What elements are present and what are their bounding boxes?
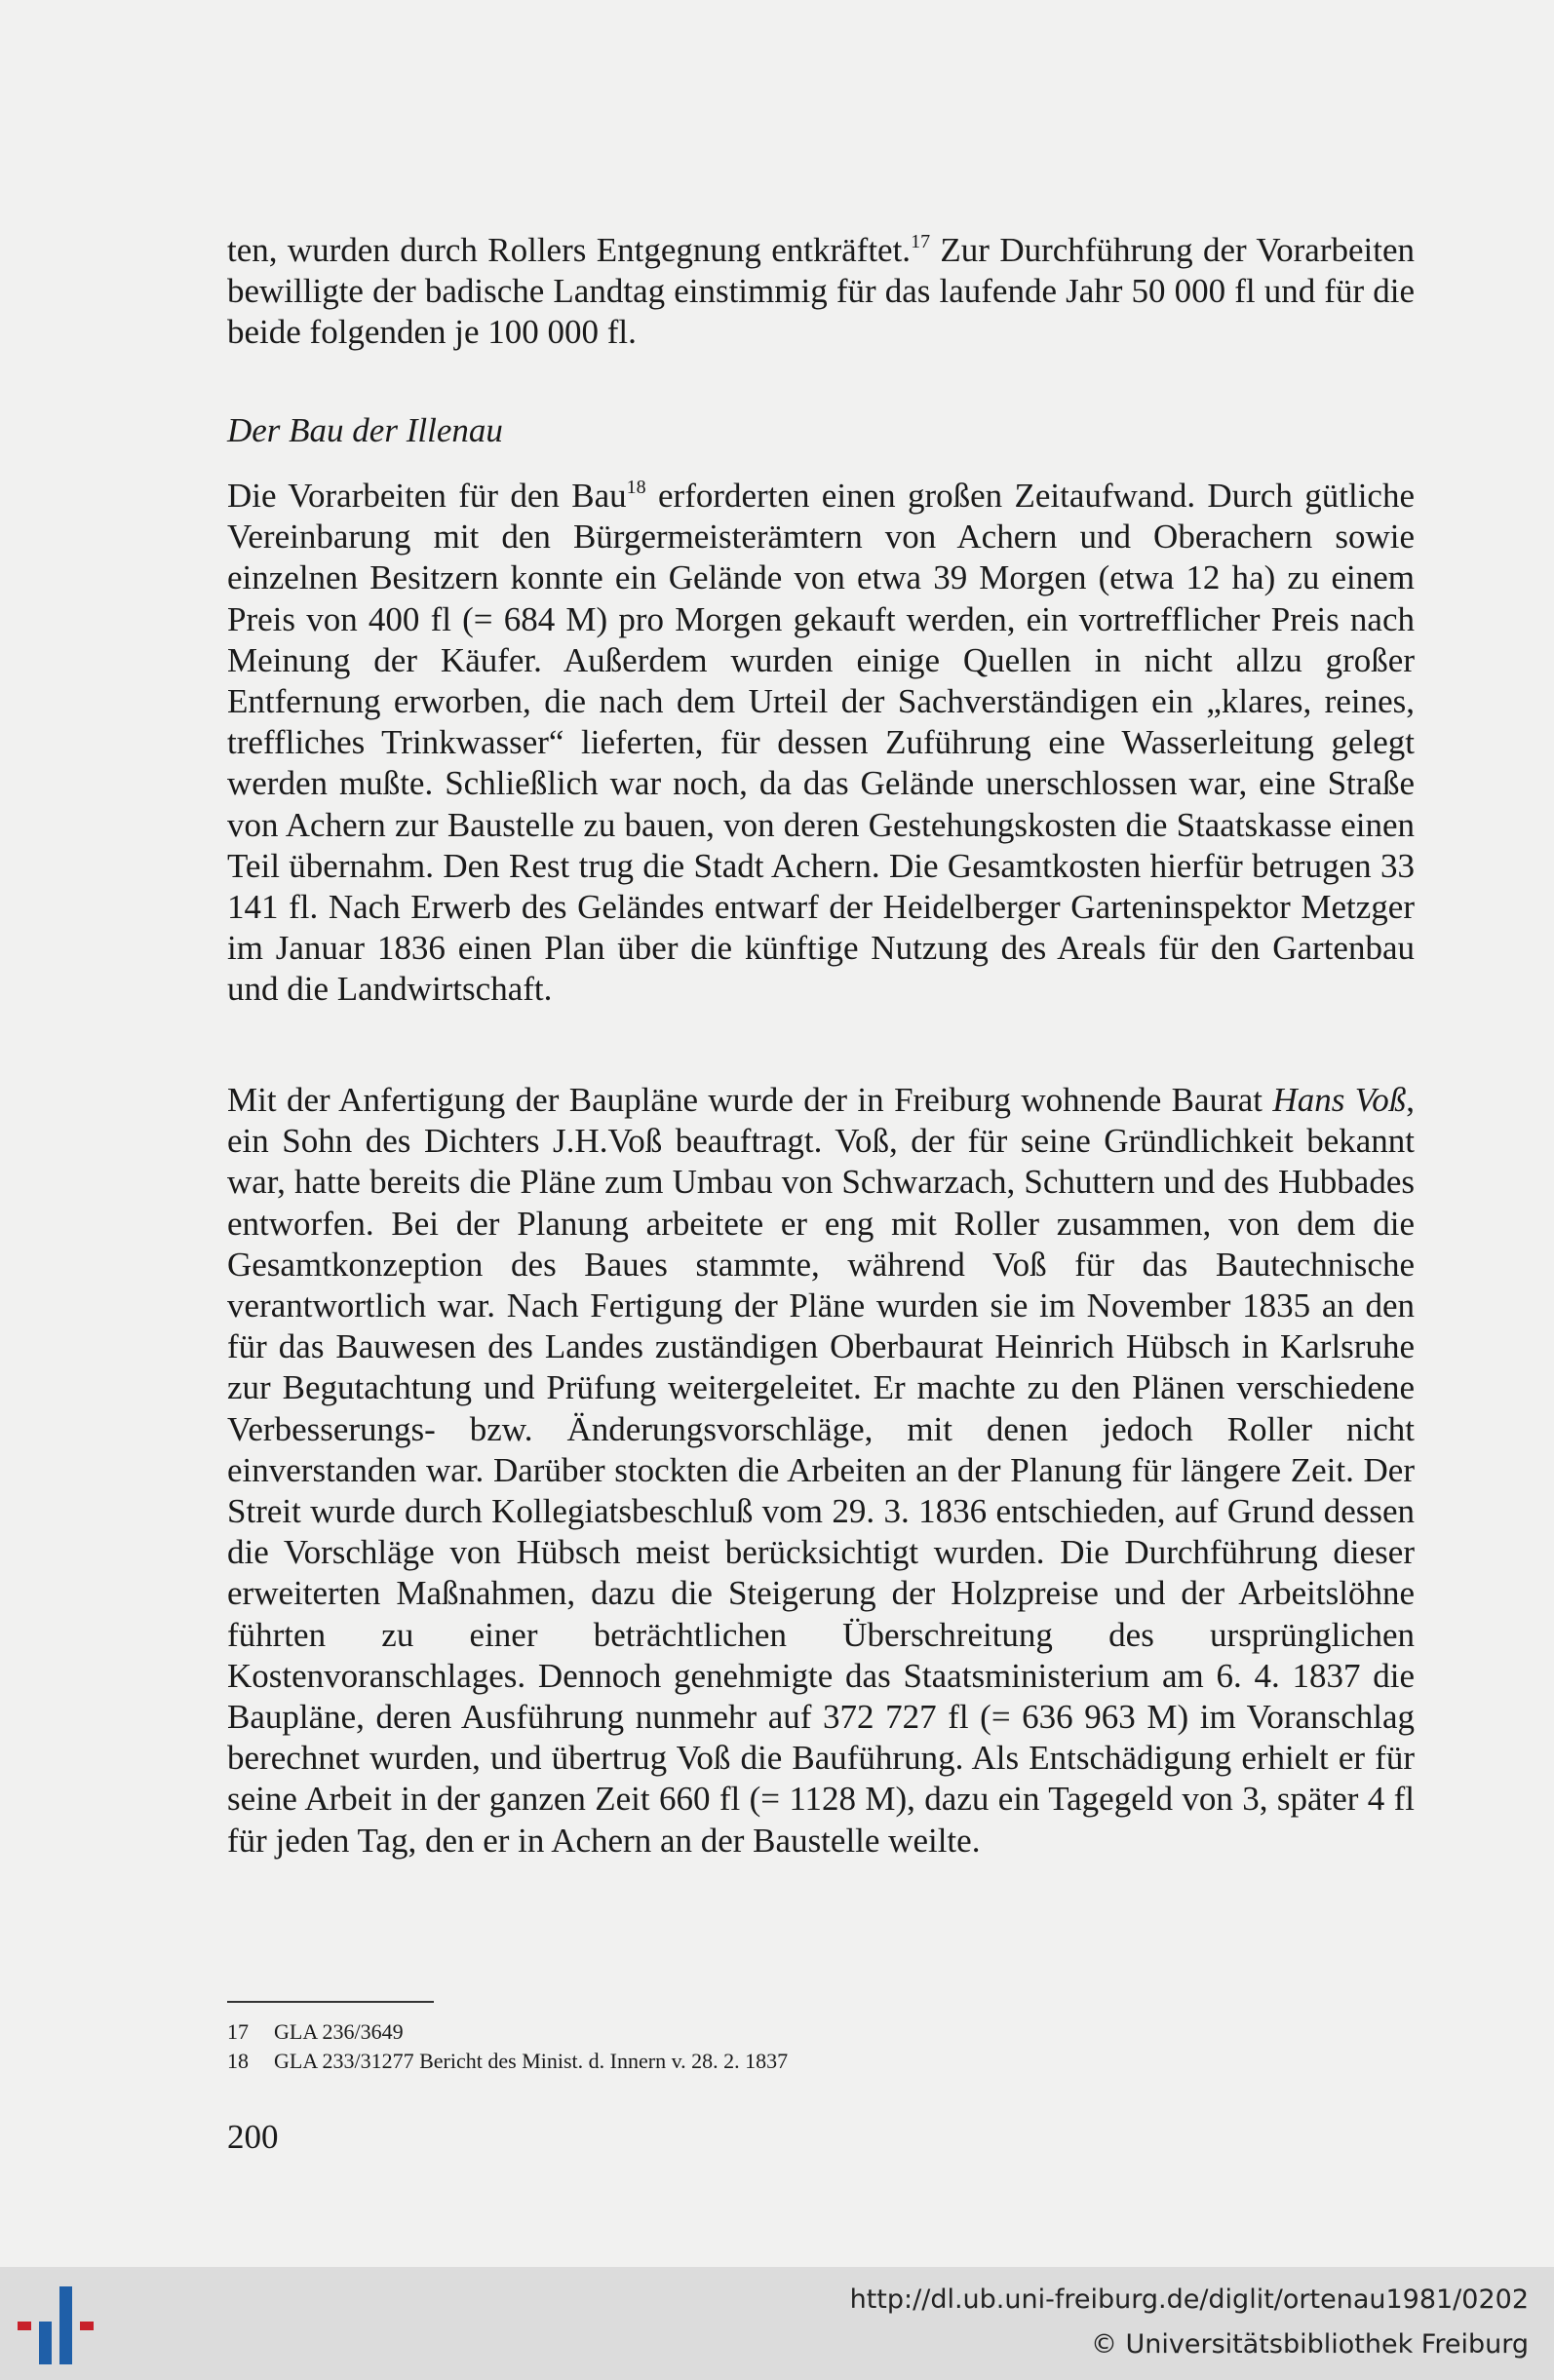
page-number: 200 <box>227 2118 279 2156</box>
paragraph-3-rest: , ein Sohn des Dichters J.H.Voß beauftragt. Voß, der für seine Gründlichkeit bekannt war, hatte bereits die Pläne zum Umbau von Schwarzach, Schuttern und des Hubbades entworfen. Bei der Planung arbeitete er eng mit Roller zusammen, von dem die Gesamtkonzeption des Baues stammte, während Voß für das Bautechnische verantwortlich war. Nach Fertigung der Pläne wurden sie im November 1835 an den für das Bauwesen des Landes zuständigen Oberbaurat Heinrich Hübsch in Karlsruhe zur Begutachtung und Prüfung weitergeleitet. Er machte zu den Plänen verschiedene Verbesserungs- bzw. Änderungsvorschläge, mit denen jedoch Roller nicht einverstanden war. Darüber stockten die Arbeiten an der Planung für längere Zeit. Der Streit wurde durch Kollegiatsbeschluß vom 29. 3. 1836 entschieden, auf Grund dessen die Vorschläge von Hübsch meist berücksichtigt wurden. Die Durchführung dieser erweiterten Maßnahmen, dazu die Steigerung der Holzpreise und der Arbeitslöhne führten zu einer beträchtlichen Überschreitung des ursprünglichen Kostenvoranschlages. Dennoch genehmigte das Staatsministerium am 6. 4. 1837 die Baupläne, deren Ausführung nunmehr auf 372 727 fl (= 636 963 M) im Voranschlag berechnet wurden, und übertrug Voß die Bauführung. Als Entschädigung erhielt er für seine Arbeit in der ganzen Zeit 660 fl (= 1128 M), dazu ein Tagegeld von 3, später 4 fl für jeden Tag, den er in Achern an der Baustelle weilte. <box>227 1081 1415 1860</box>
copyright-notice: © Universitätsbibliothek Freiburg <box>1090 2329 1529 2360</box>
footnote-ref-18[interactable]: 18 <box>626 477 646 498</box>
footnote-item <box>227 2017 788 2047</box>
paragraph-1-rest: Zur Durchführung der Vorarbeiten bewilligte der badische Landtag einstimmig für das laufende Jahr 50 000 fl und für die beide folgenden je 100 000 fl. <box>227 231 1416 352</box>
paragraph-2 <box>227 476 1415 1011</box>
footnote-text: GLA 233/31277 Bericht des Minist. d. Innern v. 28. 2. 1837 <box>274 2049 789 2073</box>
footnote-item <box>227 2047 788 2076</box>
footnote-ref-17[interactable]: 17 <box>911 231 931 252</box>
paragraph-3-start: Mit der Anfertigung der Baupläne wurde der in Freiburg wohnende Baurat <box>227 1081 1273 1119</box>
paragraph-3 <box>227 1080 1415 1862</box>
footnote-number: 17 <box>227 2019 249 2044</box>
footnotes <box>227 2017 788 2076</box>
viewer-footer <box>0 2267 1554 2380</box>
section-heading: Der Bau der Illenau <box>227 411 503 449</box>
paragraph-2-start: Die Vorarbeiten für den Bau <box>227 477 627 515</box>
paragraph-1-text: ten, wurden durch Rollers Entgegnung entkräftet. <box>227 231 912 269</box>
person-name-hans-voss: Hans Voß <box>1272 1081 1407 1119</box>
footnote-divider <box>227 2001 434 2003</box>
paragraph-1 <box>227 230 1415 354</box>
permalink-url[interactable]: http://dl.ub.uni-freiburg.de/diglit/ortenau1981/0202 <box>849 2284 1529 2315</box>
footnote-number: 18 <box>227 2049 249 2073</box>
paragraph-2-rest: erforderten einen großen Zeitaufwand. Durch gütliche Vereinbarung mit den Bürgermeisterämtern von Achern und Oberachern sowie einzelnen Besitzern konnte ein Gelände von etwa 39 Morgen (etwa 12 ha) zu einem Preis von 400 fl (= 684 M) pro Morgen gekauft werden, ein vortrefflicher Preis nach Meinung der Käufer. Außerdem wurden einige Quellen in nicht allzu großer Entfernung erworben, die nach dem Urteil der Sachverständigen ein „klares, reines, treffliches Trinkwasser“ lieferten, für dessen Zuführung eine Wasserleitung gelegt werden mußte. Schließlich war noch, da das Gelände unerschlossen war, eine Straße von Achern zur Baustelle zu bauen, von deren Gestehungskosten die Staatskasse einen Teil übernahm. Den Rest trug die Stadt Achern. Die Gesamtkosten hierfür betrugen 33 141 fl. Nach Erwerb des Geländes entwarf der Heidelberger Garteninspektor Metzger im Januar 1836 einen Plan über die künftige Nutzung des Areals für den Gartenbau und die Landwirtschaft. <box>227 477 1415 1009</box>
footnote-text: GLA 236/3649 <box>274 2019 404 2044</box>
ub-freiburg-logo-icon[interactable] <box>18 2286 105 2364</box>
